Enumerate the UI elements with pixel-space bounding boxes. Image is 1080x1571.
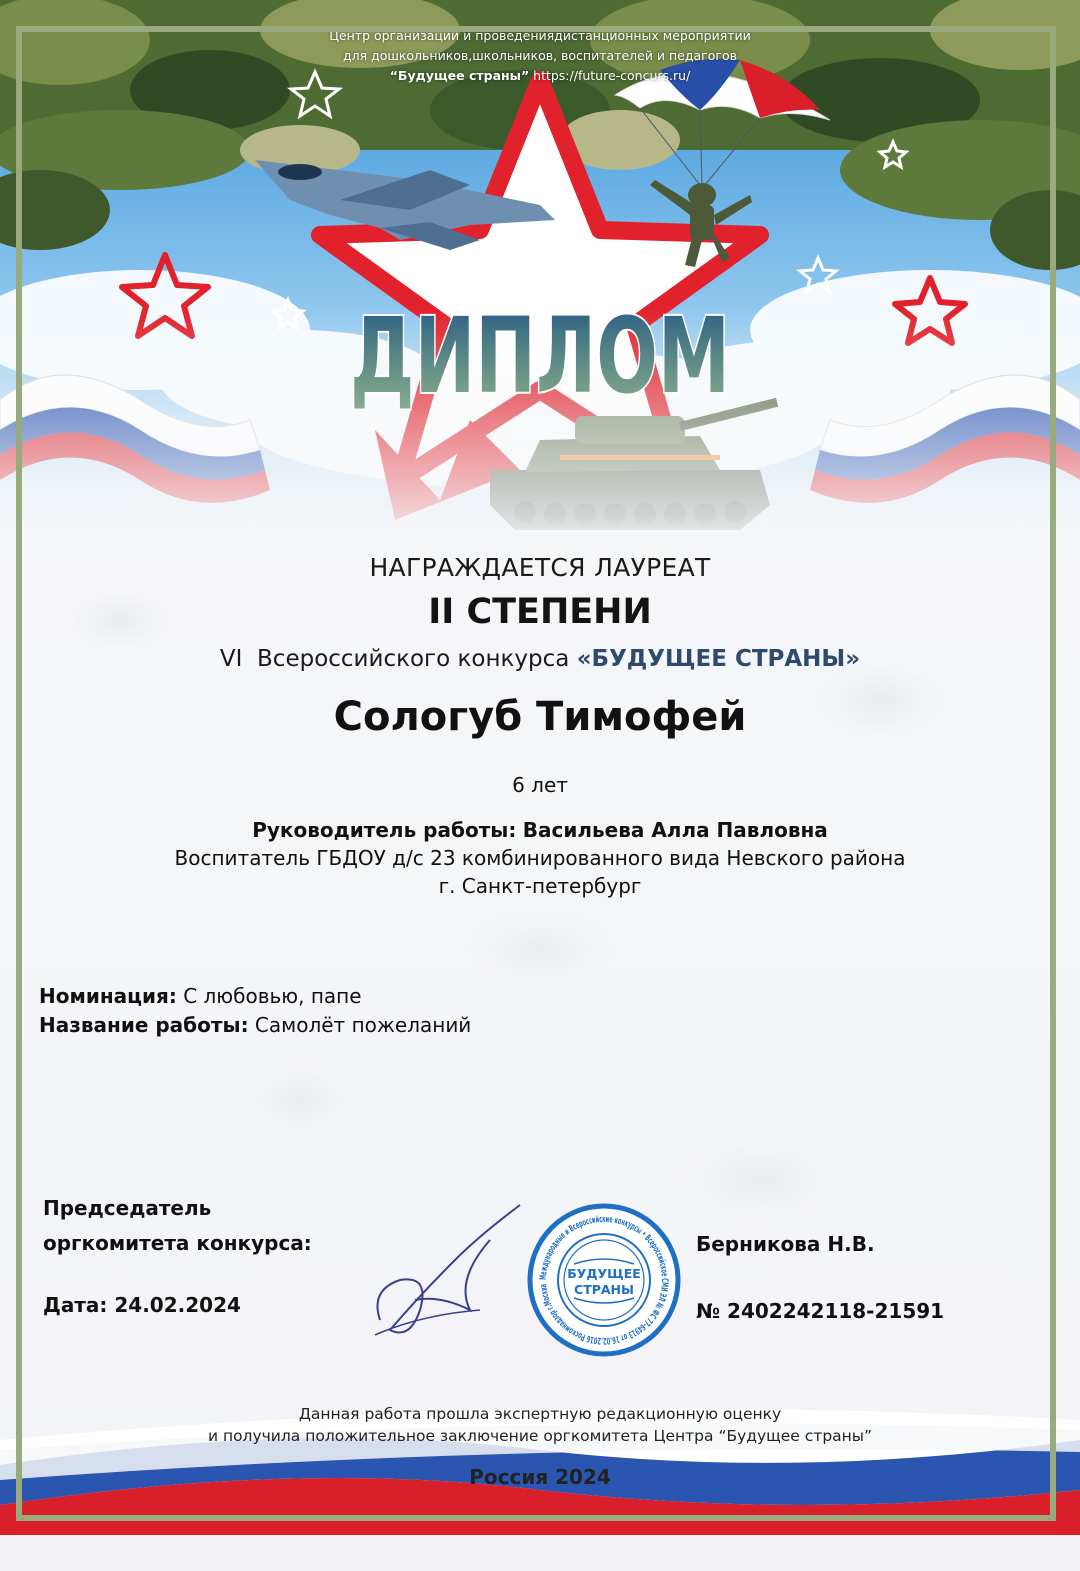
organizer-header bbox=[270, 26, 810, 86]
date-line bbox=[43, 1293, 241, 1317]
organizer-line-3 bbox=[270, 66, 810, 86]
date-label: Дата: bbox=[43, 1293, 108, 1317]
supervisor-label: Руководитель работы: bbox=[252, 818, 517, 842]
award-degree: II СТЕПЕНИ bbox=[428, 592, 652, 632]
bottom-margin bbox=[0, 1535, 1080, 1571]
organizer-site-url[interactable]: https://future-concurs.ru/ bbox=[533, 68, 691, 83]
chair-line-2: оргкомитета конкурса: bbox=[43, 1231, 312, 1255]
work-details bbox=[39, 982, 471, 1040]
nomination-line bbox=[39, 982, 471, 1011]
supervisor-position: Воспитатель ГБДОУ д/с 23 комбинированного вида Невского района bbox=[174, 846, 906, 870]
awarded-text: НАГРАЖДАЕТСЯ ЛАУРЕАТ bbox=[369, 553, 711, 582]
handwritten-signature bbox=[360, 1200, 530, 1350]
nomination-label: Номинация: bbox=[39, 984, 177, 1008]
date-value: 24.02.2024 bbox=[114, 1293, 241, 1317]
contest-prefix: VI Всероссийского конкурса bbox=[219, 646, 570, 672]
footer-country-year: Россия 2024 bbox=[469, 1465, 611, 1489]
supervisor-block bbox=[0, 816, 1080, 900]
work-title-line bbox=[39, 1011, 471, 1040]
seal-center-line-2: СТРАНЫ bbox=[574, 1282, 634, 1297]
organizer-site-name: “Будущее страны” bbox=[389, 68, 530, 83]
seal-ring-text: Международные и Всероссийские конкурсы • Всероссийское СМИ ЭЛ № ФС 77-64913 от 16.02.2016 Роскомнадзор г.Москва bbox=[537, 1213, 671, 1347]
nomination-value: С любовью, папе bbox=[183, 984, 362, 1008]
footer-note-line-1: Данная работа прошла экспертную редакционную оценку bbox=[298, 1405, 782, 1423]
contest-name: «БУДУЩЕЕ СТРАНЫ» bbox=[576, 646, 861, 672]
supervisor-line bbox=[0, 816, 1080, 844]
organizer-line-1: Центр организации и проведениядистанционных мероприятий bbox=[329, 28, 751, 43]
work-title-label: Название работы: bbox=[39, 1013, 249, 1037]
recipient-name: Сологуб Тимофей bbox=[333, 694, 747, 740]
work-title-value: Самолёт пожеланий bbox=[254, 1013, 472, 1037]
contest-line bbox=[0, 646, 1080, 672]
seal-center-line-1: БУДУЩЕЕ bbox=[567, 1266, 641, 1281]
recipient-age: 6 лет bbox=[512, 773, 568, 797]
chair-line-1: Председатель bbox=[43, 1196, 212, 1220]
supervisor-name: Васильева Алла Павловна bbox=[522, 818, 828, 842]
supervisor-city: г. Санкт-петербург bbox=[438, 874, 642, 898]
official-seal bbox=[526, 1202, 682, 1358]
chair-title bbox=[43, 1191, 312, 1261]
signer-name: Берникова Н.В. bbox=[696, 1232, 875, 1256]
organizer-line-2: для дошкольников,школьников, воспитателей и педагогов bbox=[343, 48, 737, 63]
footer-note-line-2: и получила положительное заключение оргкомитета Центра “Будущее страны” bbox=[207, 1427, 873, 1445]
footer-note bbox=[0, 1403, 1080, 1447]
diploma-number: № 2402242118-21591 bbox=[696, 1299, 945, 1323]
